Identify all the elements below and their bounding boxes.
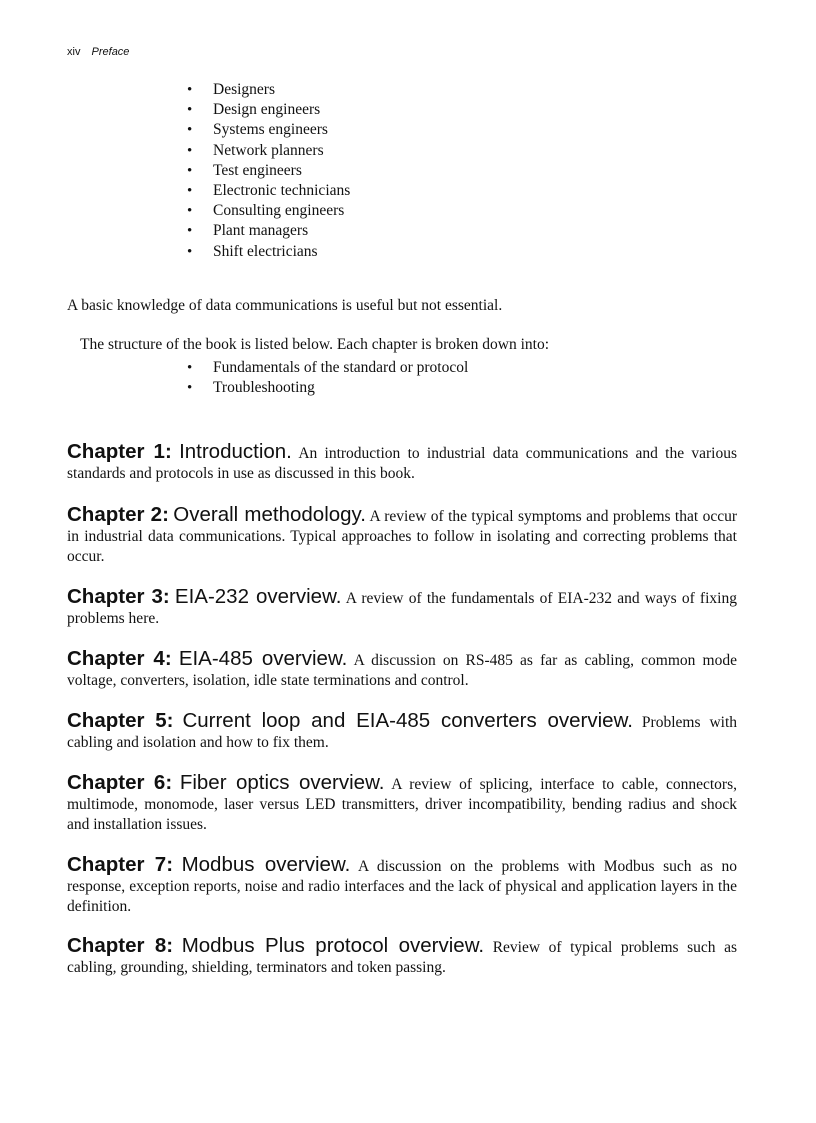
chapter-title: EIA-232 overview. — [174, 585, 342, 608]
chapter-entry-8 — [67, 936, 737, 978]
chapter-description: A review of splicing, interface to cable, connectors, multimode, monomode, laser versus LED transmitters, driver incompatibility, bending radius and shock and installation issues. — [67, 776, 737, 834]
chapter-title: Modbus Plus protocol overview. — [181, 934, 485, 957]
chapter-title: Fiber optics overview. — [179, 771, 385, 794]
chapter-label: Chapter 1: — [67, 440, 172, 463]
chapter-entry-2 — [67, 505, 737, 568]
chapter-label: Chapter 5: — [67, 709, 174, 732]
chapter-entry-5 — [67, 711, 737, 753]
chapter-description: Problems with cabling and isolation and how to fix them. — [67, 714, 738, 752]
list-item: • Plant managers — [187, 221, 350, 241]
chapter-label: Chapter 6: — [67, 771, 173, 794]
list-item: • Electronic technicians — [187, 181, 350, 201]
chapter-title: Introduction. — [179, 440, 292, 463]
structure-paragraph: The structure of the book is listed below. Each chapter is broken down into: — [80, 336, 550, 353]
chapter-description: A review of the typical symptoms and problems that occur in industrial data communications. Typical approaches to follow in isolating and correcting problems that occur. — [67, 508, 737, 566]
chapter-label: Chapter 8: — [67, 934, 174, 957]
list-item: • Consulting engineers — [187, 201, 350, 221]
chapter-label: Chapter 3: — [67, 585, 170, 608]
chapter-entry-6 — [67, 773, 737, 836]
chapter-entry-1 — [67, 442, 737, 484]
chapter-title: Overall methodology. — [173, 503, 366, 526]
chapter-label: Chapter 7: — [67, 853, 174, 876]
structure-list — [187, 358, 468, 398]
running-header — [67, 46, 129, 58]
list-item: • Shift electricians — [187, 242, 350, 262]
chapter-title: Current loop and EIA-485 converters overview. — [182, 709, 633, 732]
knowledge-paragraph: A basic knowledge of data communications is useful but not essential. — [67, 297, 503, 314]
list-item: • Fundamentals of the standard or protocol — [187, 358, 468, 378]
list-item: • Systems engineers — [187, 120, 350, 140]
chapter-title: EIA-485 overview. — [178, 647, 348, 670]
chapter-description: A discussion on the problems with Modbus such as no response, exception reports, noise and radio interfaces and the lack of physical and application layers in the definition. — [67, 858, 737, 916]
list-item: • Network planners — [187, 141, 350, 161]
chapter-title: Modbus overview. — [181, 853, 351, 876]
chapter-entry-3 — [67, 587, 737, 629]
chapter-entry-7 — [67, 855, 737, 918]
list-item: • Designers — [187, 80, 350, 100]
chapter-entry-4 — [67, 649, 737, 691]
section-title: Preface — [91, 46, 130, 58]
chapter-description: Review of typical problems such as cabling, grounding, shielding, terminators and token passing. — [67, 939, 738, 977]
chapter-description: A discussion on RS-485 as far as cabling, common mode voltage, converters, isolation, idle state terminations and control. — [67, 652, 737, 690]
audience-list — [187, 80, 350, 262]
chapter-description: An introduction to industrial data communications and the various standards and protocols in use as discussed in this book. — [67, 445, 738, 483]
list-item: • Design engineers — [187, 100, 350, 120]
chapter-label: Chapter 4: — [67, 647, 172, 670]
list-item: • Troubleshooting — [187, 378, 468, 398]
chapter-description: A review of the fundamentals of EIA-232 and ways of fixing problems here. — [67, 590, 737, 628]
page-number: xiv — [67, 46, 81, 58]
list-item: • Test engineers — [187, 161, 350, 181]
chapter-label: Chapter 2: — [67, 503, 169, 526]
